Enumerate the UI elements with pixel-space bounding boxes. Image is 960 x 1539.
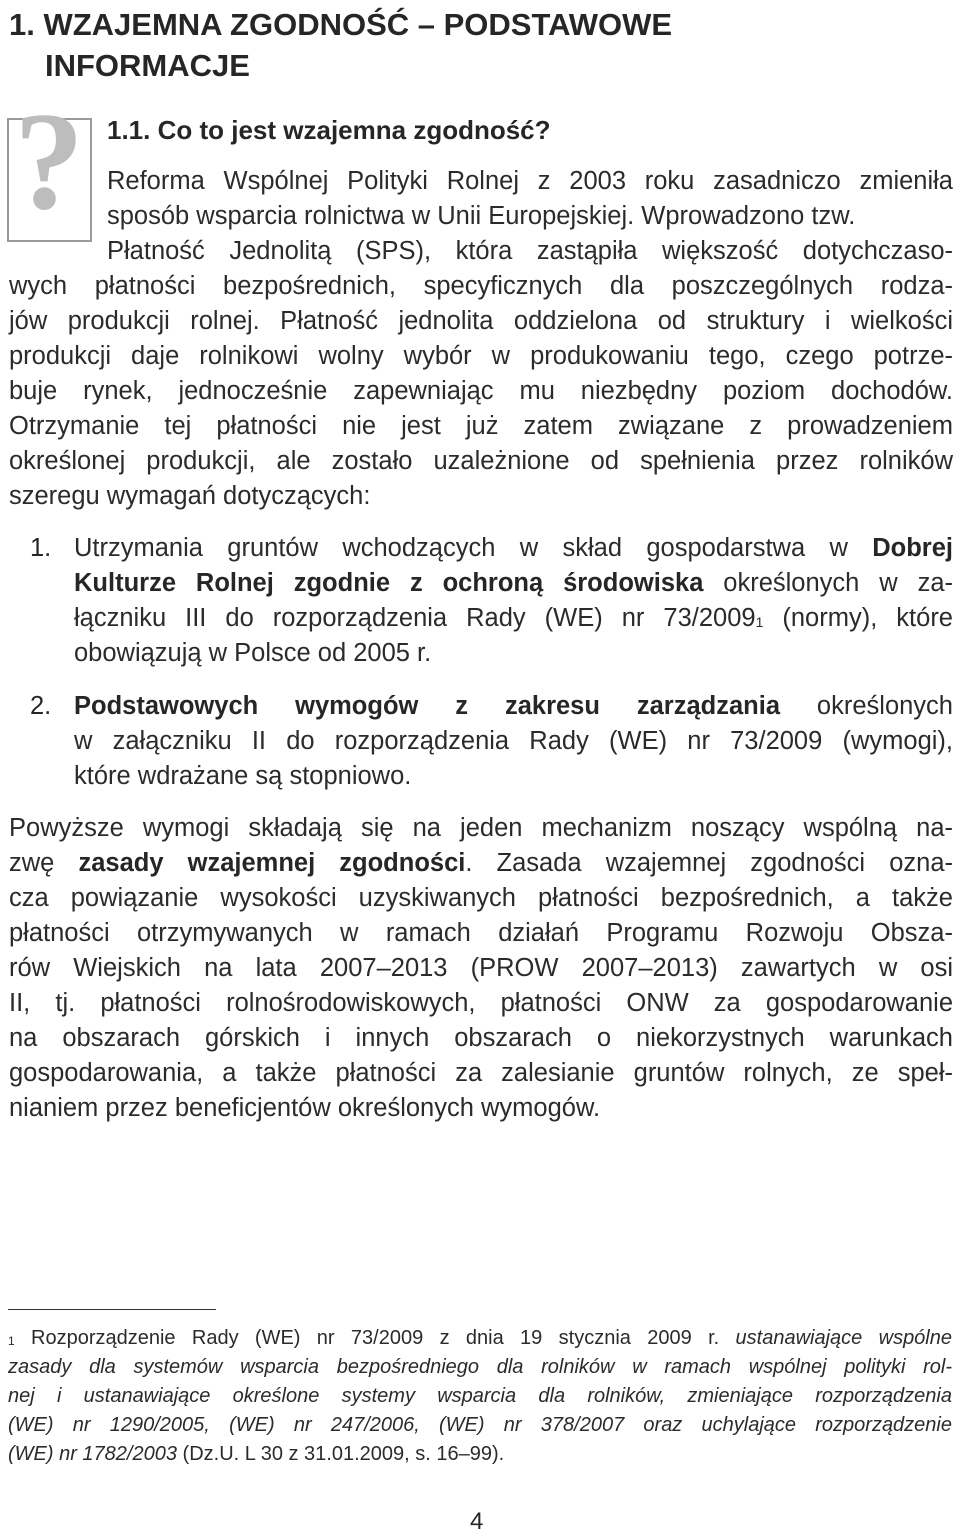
paragraph-line: określonej produkcji, ale zostało uzależnione od spełnienia przez rolników xyxy=(9,447,953,475)
footnote-line xyxy=(8,1440,504,1469)
footnote-italic-text: nej i ustanawiające określone systemy wsparcia dla rolników, zmieniające rozporządzenia xyxy=(8,1385,952,1407)
list-item-line: które wdrażane są stopniowo. xyxy=(74,762,412,790)
paragraph-line: Powyższe wymogi składają się na jeden mechanizm noszący wspólną na- xyxy=(9,814,953,842)
paragraph-line: II, tj. płatności rolnośrodowiskowych, płatności ONW za gospodarowanie xyxy=(9,989,953,1017)
paragraph-line: jów produkcji rolnej. Płatność jednolita oddzielona od struktury i wielkości xyxy=(9,307,953,335)
list-item-line: w załączniku II do rozporządzenia Rady (WE) nr 73/2009 (wymogi), xyxy=(74,727,953,755)
paragraph-line: nianiem przez beneficjentów określonych wymogów. xyxy=(9,1094,601,1122)
list-text: Utrzymania gruntów wchodzących w skład gospodarstwa w xyxy=(74,534,873,562)
footnote-text: Rozporządzenie Rady (WE) nr 73/2009 z dnia 19 stycznia 2009 r. xyxy=(14,1327,736,1349)
section-title: 1.1. Co to jest wzajemna zgodność? xyxy=(107,115,551,145)
footnote-divider xyxy=(8,1309,216,1310)
paragraph-line: gospodarowania, a także płatności za zalesianie gruntów rolnych, ze speł- xyxy=(9,1059,953,1087)
footnote-line xyxy=(8,1382,952,1411)
paragraph-line: buje rynek, jednocześnie zapewniając mu niezbędny poziom dochodów. xyxy=(9,377,953,405)
paragraph-line: Otrzymanie tej płatności nie jest już zatem związane z prowadzeniem xyxy=(9,412,953,440)
paragraph-line: na obszarach górskich i innych obszarach o niekorzystnych warunkach xyxy=(9,1024,953,1052)
page-number: 4 xyxy=(470,1508,484,1535)
footnote-text: (Dz.U. L 30 z 31.01.2009, s. 16–99). xyxy=(176,1443,505,1465)
list-item-line xyxy=(74,689,953,723)
list-bold-text: Podstawowych wymogów z zakresu zarządzania xyxy=(74,692,780,720)
list-text: (normy), które xyxy=(763,604,953,632)
footnote-italic-text: zasady dla systemów wsparcia bezpośredniego dla rolników w ramach wspólnej polityki rol- xyxy=(8,1356,952,1378)
paragraph-line xyxy=(9,846,953,880)
paragraph-line: cza powiązanie wysokości uzyskiwanych płatności bezpośrednich, a także xyxy=(9,884,953,912)
paragraph-line: płatności otrzymywanych w ramach działań Programu Rozwoju Obsza- xyxy=(9,919,953,947)
chapter-title-line1: 1. WZAJEMNA ZGODNOŚĆ – PODSTAWOWE xyxy=(9,7,673,42)
question-mark-icon: ? xyxy=(14,84,84,239)
paragraph-line: wych płatności bezpośrednich, specyficznych dla poszczególnych rodza- xyxy=(9,272,953,300)
footnote-italic-text: ustanawiające wspólne xyxy=(735,1327,952,1349)
paragraph-line: produkcji daje rolnikowi wolny wybór w produkowaniu tego, czego potrze- xyxy=(9,342,953,370)
paragraph-bold-text: zasady wzajemnej zgodności xyxy=(78,849,466,877)
paragraph-line: rów Wiejskich na lata 2007–2013 (PROW 2007–2013) zawartych w osi xyxy=(9,954,953,982)
list-item-line xyxy=(74,531,953,565)
footnote-line xyxy=(8,1353,952,1382)
list-item-line: obowiązują w Polsce od 2005 r. xyxy=(74,639,432,667)
list-item-line xyxy=(74,601,953,635)
paragraph-text: . Zasada wzajemnej zgodności ozna- xyxy=(465,849,953,877)
paragraph-text: zwę xyxy=(9,849,79,877)
footnote-italic-text: (WE) nr 1290/2005, (WE) nr 247/2006, (WE) nr 378/2007 oraz uchylające rozporządzenie xyxy=(8,1414,952,1436)
list-bold-text: Dobrej xyxy=(872,534,953,562)
footnote-line xyxy=(8,1411,952,1440)
footnote-line xyxy=(8,1324,952,1353)
list-text: określonych w za- xyxy=(703,569,953,597)
chapter-title xyxy=(9,4,672,86)
paragraph-line: Reforma Wspólnej Polityki Rolnej z 2003 roku zasadniczo zmieniła xyxy=(107,167,953,195)
list-bold-text: Kulturze Rolnej zgodnie z ochroną środowiska xyxy=(74,569,704,597)
footnote-italic-text: (WE) nr 1782/2003 xyxy=(8,1443,177,1465)
list-item-line xyxy=(74,566,953,600)
paragraph-line: sposób wsparcia rolnictwa w Unii Europejskiej. Wprowadzono tzw. xyxy=(107,202,856,230)
footnote-marker: 1 xyxy=(8,1334,15,1348)
footnote-reference[interactable]: 1 xyxy=(755,614,764,630)
list-text: łączniku III do rozporządzenia Rady (WE) nr 73/2009 xyxy=(74,604,756,632)
paragraph-line: Płatność Jednolitą (SPS), która zastąpiła większość dotychczaso- xyxy=(107,237,953,265)
chapter-title-line2: INFORMACJE xyxy=(45,48,250,83)
paragraph-line: szeregu wymagań dotyczących: xyxy=(9,482,371,510)
list-number: 2. xyxy=(30,692,52,720)
list-text: określonych xyxy=(780,692,953,720)
list-number: 1. xyxy=(30,534,52,562)
